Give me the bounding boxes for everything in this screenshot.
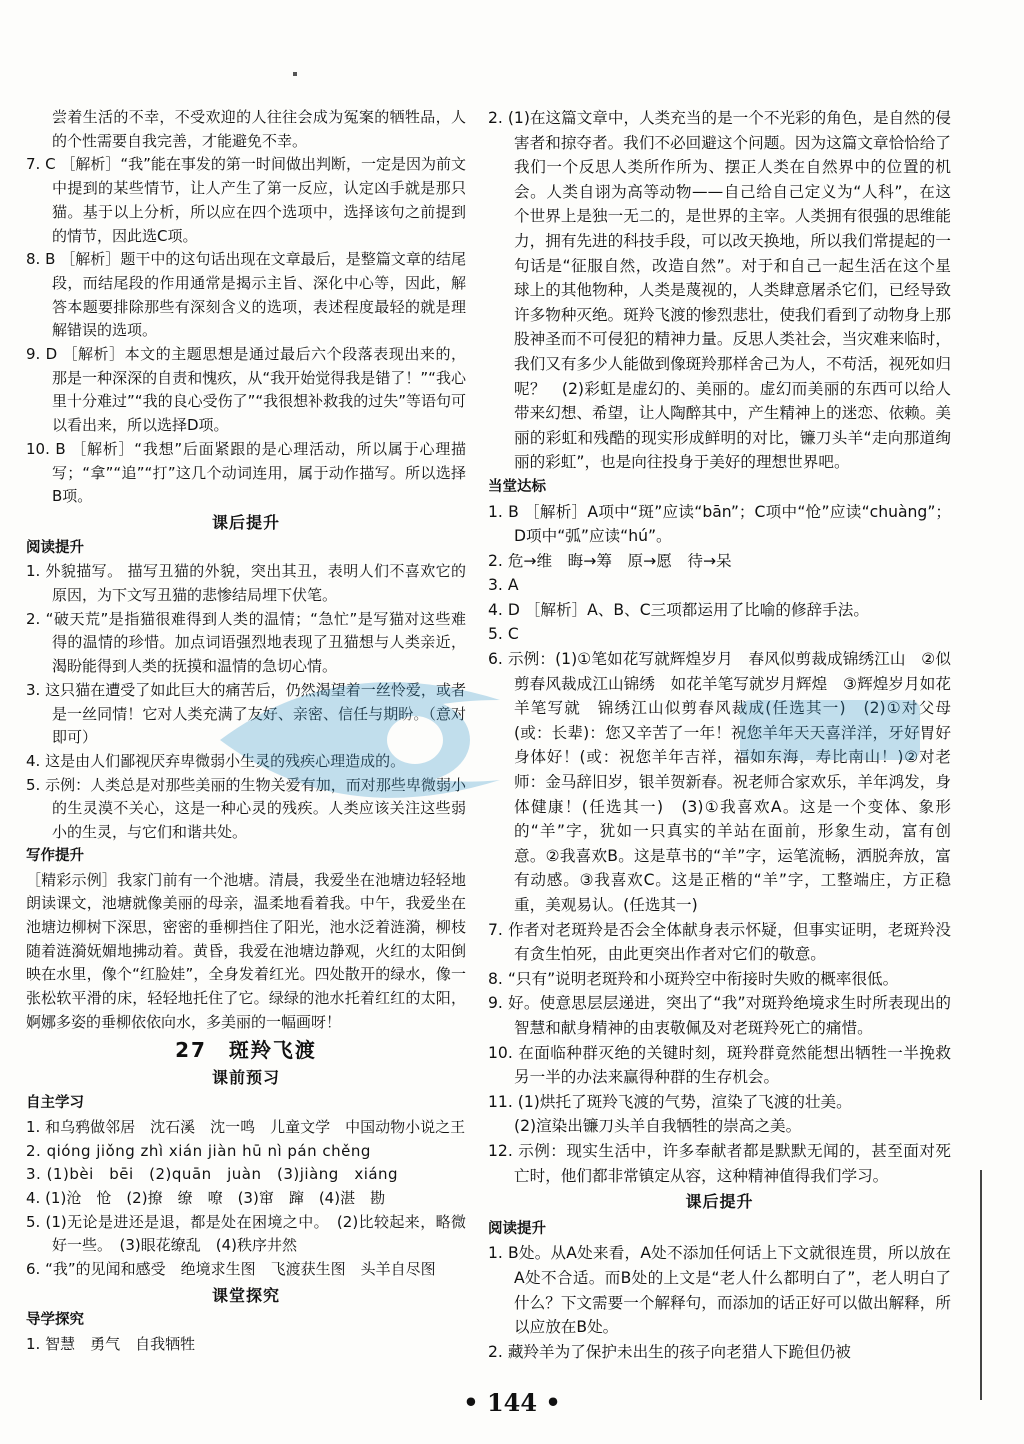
section-heading-kehou: 课后提升 [211,512,280,532]
after-reading-answer-1: 1. B处。从A处来看，A处不添加任何话上下文就很连贯，所以放在A处不合适。而B处的上文是“老人什么都明白了”，老人明白了什么？下文需要一个解释句，而添加的话正好可以做出解释，所以应放在B处。 [488,1244,951,1337]
preview-answer-6: 6. “我”的见闻和感受 绝境求生图 飞渡获生图 头羊自尽图 [26,1260,436,1279]
right-column [488,106,951,1364]
lesson-title: 27 斑羚飞渡 [175,1038,317,1063]
reading-answer-5: 5. 示例：人类总是对那些美丽的生物关爱有加，而对那些卑微弱小的生灵漠不关心，这是一种心灵的残疾。人类应该关注这些弱小的生灵，与它们和谐共处。 [26,775,466,842]
class-answer-2: 2. 危→维 晦→筹 原→愿 待→呆 [488,551,732,570]
class-answer-1: 1. B ［解析］A项中“斑”应读“bān”；C项中“怆”应读“chuàng”；D项中“弧”应读“hú”。 [488,502,951,546]
subheading-xiezuo: 写作提升 [26,847,84,864]
answer-9: 9. D ［解析］本文的主题思想是通过最后六个段落表现出来的，那是一种深深的自责和愧疚，从“我开始觉得我是错了！”“我心里十分难过”“我的良心受伤了”“我很想补救我的过失”等语句可以看出来，所以选择D项。 [26,345,466,435]
subheading-dangtang: 当堂达标 [488,478,546,495]
answer-7: 7. C ［解析］“我”能在事发的第一时间做出判断，一定是因为前文中提到的某些情节，让人产生了第一反应，认定凶手就是那只猫。基于以上分析，所以应在四个选项中，选择该句之前提到的情节，因此选C项。 [26,155,466,245]
preview-answer-1: 1. 和乌鸦做邻居 沈石溪 沈一鸣 儿童文学 中国动物小说之王 [26,1117,466,1136]
page-number: • 144 • [463,1388,561,1417]
reading-answer-4: 4. 这是由人们鄙视厌弃卑微弱小生灵的残疾心理造成的。 [26,751,406,770]
reading-answer-2: 2. “破天荒”是指猫很难得到人类的温情；“急忙”是写猫对这些难得的温情的珍惜。加点词语强烈地表现了丑猫想与人类亲近，渴盼能得到人类的抚摸和温情的急切心情。 [26,609,466,676]
after-reading-answer-2: 2. 藏羚羊为了保护未出生的孩子向老猎人下跪但仍被 [488,1342,851,1361]
class-answer-6: 6. 示例：(1)①笔如花写就辉煌岁月 春风似剪裁成锦绣江山 ②似剪春风裁成江山锦绣 如花羊笔写就岁月辉煌 ③辉煌岁月如花羊笔写就 锦绣江山似剪春风裁成(任选其一) (2)①对父母(或：长辈)：您又辛苦了一年！祝您羊年天天喜洋洋，牙好胃好身体好！(或：祝您羊年吉祥，福如东海，寿比南山！)②对老师：金马辞旧岁，银羊贺新春。祝老师合家欢乐，羊年鸿发，身体健康！(任选其一) (3)①我喜欢A。这是一个变体、象形的“羊”字，犹如一只真实的羊站在面前，形象生动，富有创意。②我喜欢B。这是草书的“羊”字，运笔流畅，洒脱奔放，富有动感。③我喜欢C。这是正楷的“羊”字，工整端庄，方正稳重，美观易认。(任选其一) [488,650,951,914]
guided-answer-2: 2. (1)在这篇文章中，人类充当的是一个不光彩的角色，是自然的侵害者和掠夺者。我们不必回避这个问题。因为这篇文章恰恰给了我们一个反思人类所作所为、摆正人类在自然界中的位置的机会。人类自诩为高等动物——自己给自己定义为“人科”，在这个世界上是独一无二的，是世界的主宰。人类拥有很强的思维能力，拥有先进的科技手段，可以改天换地，所以我们常提起的一句话是“征服自然，改造自然”。对于和自己一起生活在这个星球上的其他物种，人类是蔑视的，人类肆意屠杀它们，已经导致许多物种灭绝。斑羚飞渡的惨烈悲壮，使我们看到了动物身上那股神圣而不可侵犯的精神力量。反思人类社会，当灾难来临时，我们又有多少人能做到像斑羚那样舍己为人，不苟活，视死如归呢？ (2)彩虹是虚幻的、美丽的。虚幻而美丽的东西可以给人带来幻想、希望，让人陶醉其中，产生精神上的迷恋、依赖。美丽的彩虹和残酷的现实形成鲜明的对比，镰刀头羊“走向那道绚丽的彩虹”，也是向往投身于美好的理想世界吧。 [488,109,951,472]
section-heading-kehou-right: 课后提升 [685,1192,754,1212]
section-heading-keqian: 课前预习 [211,1068,280,1088]
class-answer-5: 5. C [488,625,519,644]
section-heading-ketang: 课堂探究 [211,1285,280,1305]
class-answer-4: 4. D ［解析］A、B、C三项都运用了比喻的修辞手法。 [488,600,869,619]
reading-answer-3: 3. 这只猫在遭受了如此巨大的痛苦后，仍然渴望着一丝怜爱，或者是一丝同情！它对人类充满了友好、亲密、信任与期盼。（意对即可） [26,680,466,747]
margin-rule [980,1170,982,1400]
subheading-yuedu: 阅读提升 [26,539,84,556]
left-column [26,106,466,1357]
class-answer-12: 12. 示例：现实生活中，许多奉献者都是默默无闻的，甚至面对死亡时，他们都非常镇定从容，这种精神值得我们学习。 [488,1141,951,1185]
class-answer-3: 3. A [488,576,519,595]
class-answer-7: 7. 作者对老斑羚是否会全体献身表示怀疑，但事实证明，老斑羚没有贪生怕死，由此更突出作者对它们的敬意。 [488,920,951,964]
subheading-zizhu: 自主学习 [26,1095,84,1112]
reading-answer-1: 1. 外貌描写。 描写丑猫的外貌，突出其丑，表明人们不喜欢它的原因，为下文写丑猫的悲惨结局埋下伏笔。 [26,562,466,605]
preview-answer-5: 5. (1)无论是进还是退，都是处在困境之中。 (2)比较起来，略微好一些。 (3)眼花缭乱 (4)秩序井然 [26,1212,466,1255]
preview-answer-3: 3. (1)bèi bēi (2)quān juàn (3)jiàng xiáng [26,1165,399,1184]
subheading-yuedu-right: 阅读提升 [488,1220,546,1237]
class-answer-8: 8. “只有”说明老斑羚和小斑羚空中衔接时失败的概率很低。 [488,969,899,988]
class-answer-11-part2: (2)渲染出镰刀头羊自我牺牲的崇高之美。 [514,1117,802,1136]
preview-answer-4: 4. (1)沧 怆 (2)撩 缭 嘹 (3)窜 蹿 (4)湛 勘 [26,1188,386,1207]
writing-sample: ［精彩示例］我家门前有一个池塘。清晨，我爱坐在池塘边轻轻地朗读课文，池塘就像美丽的母亲，温柔地看着我。中午，我爱坐在池塘边柳树下深思，密密的垂柳挡住了阳光，池水泛着涟漪，柳枝随着涟漪妩媚地拂动着。黄昏，我爱在池塘边静观，火红的太阳倒映在水里，像个“红脸娃”，全身发着红光。四处散开的绿水，像一张松软平滑的床，轻轻地托住了它。绿绿的池水托着红红的太阳，婀娜多姿的垂柳依依向水，多美丽的一幅画呀！ [26,870,466,1031]
preview-answer-2: 2. qióng jiǒng zhì xián jiàn hū nì pán chěng [26,1141,371,1160]
class-answer-11: 11. (1)烘托了斑羚飞渡的气势，渲染了飞渡的壮美。 [488,1092,852,1111]
answer-10: 10. B ［解析］“我想”后面紧跟的是心理活动，所以属于心理描写；“拿”“追”“打”这几个动词连用，属于动作描写。所以选择B项。 [26,439,466,506]
class-answer-10: 10. 在面临种群灭绝的关键时刻，斑羚群竟然能想出牺牲一半挽救另一半的办法来赢得种群的生存机会。 [488,1043,951,1087]
answer-6-continued: 尝着生活的不幸，不受欢迎的人往往会成为冤案的牺牲品，人的个性需要自我完善，才能避免不幸。 [52,108,466,150]
class-answer-9: 9. 好。使意思层层递进，突出了“我”对斑羚绝境求生时所表现出的智慧和献身精神的由衷敬佩及对老斑羚死亡的痛惜。 [488,994,951,1037]
scan-mark [293,72,297,76]
subheading-daoxue: 导学探究 [26,1312,84,1329]
guided-answer-1: 1. 智慧 勇气 自我牺牲 [26,1335,196,1354]
answer-8: 8. B ［解析］题干中的这句话出现在文章最后，是整篇文章的结尾段，而结尾段的作用通常是揭示主旨、深化中心等，因此，解答本题要排除那些有深刻含义的选项，表述程度最轻的就是理解错误的选项。 [26,250,466,340]
